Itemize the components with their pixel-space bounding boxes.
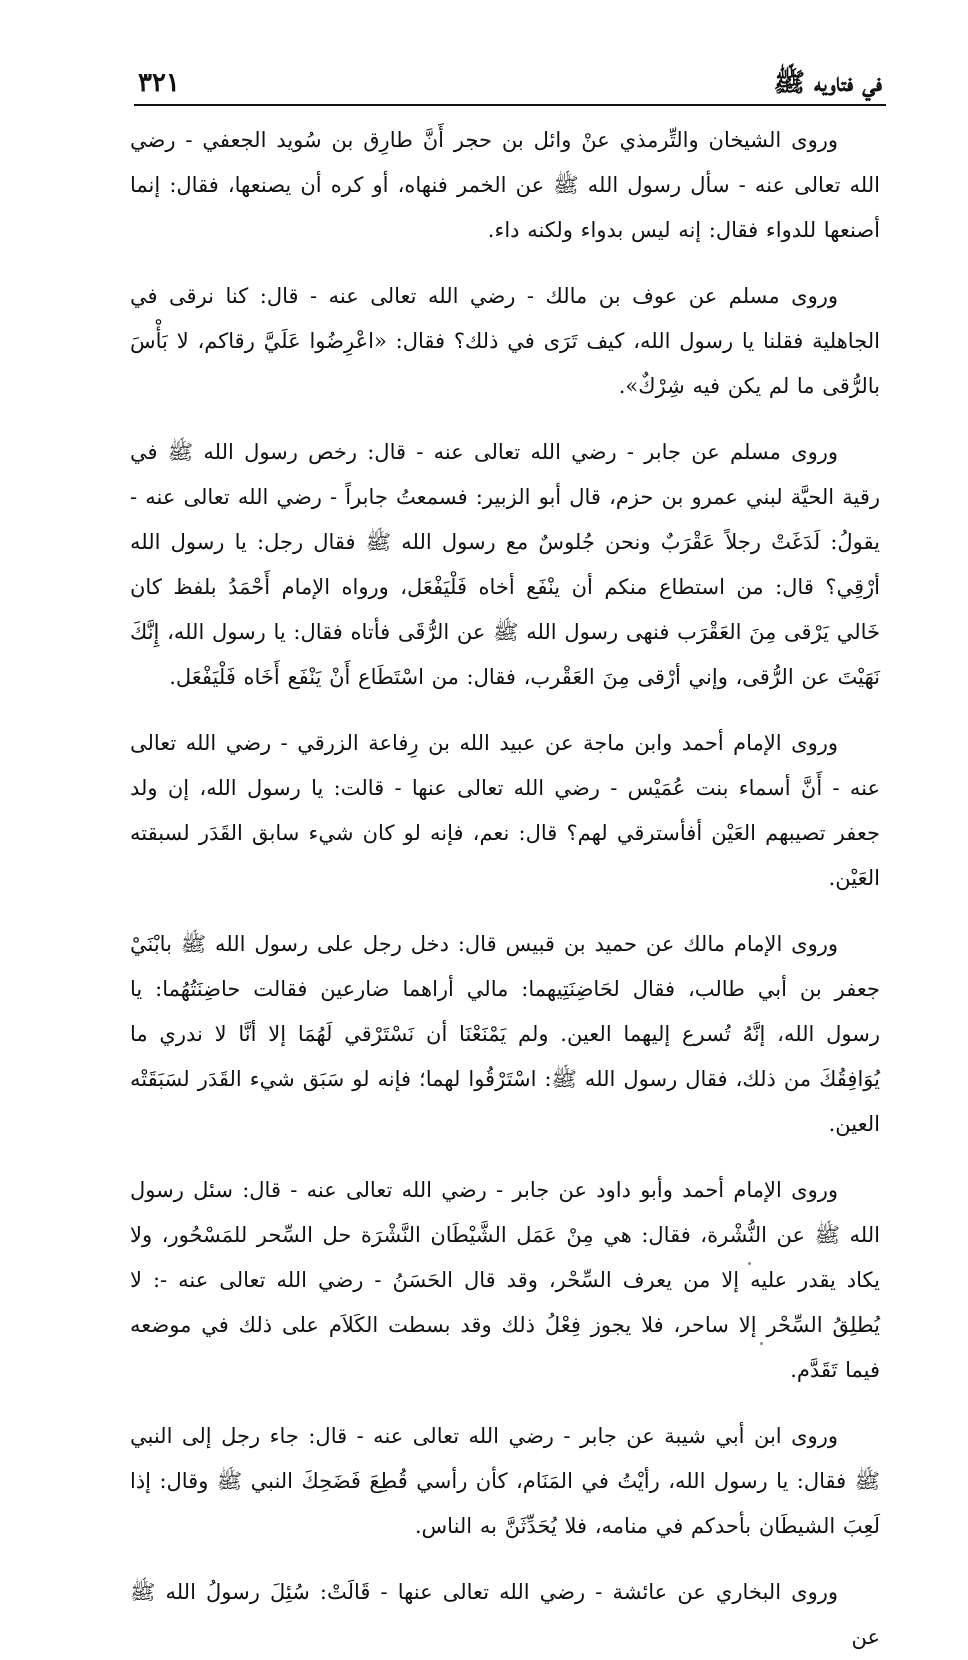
page-number: ٣٢١ [138, 68, 180, 98]
paragraph: وروى الإمام مالك عن حميد بن قبيس قال: دخل رجل على رسول الله ﷺ بابْنَيْ جعفر بن أبي طالب، فقال لحَاضِنَتِيهما: مالي أراهما ضارعين فقالت حاضِنَتُهُما: يا رسول الله، إنَّهُ تُسرع إليهما العين. ولم يَمْنَعْنَا أن نَسْتَرْقي لَهُمَا إلا أنَّا لا ندري ما يُوَافِقُكَ من ذلك، فقال رسول الله ﷺ: اسْتَرْقُوا لهما؛ فإنه لو سَبَق شيء القَدَر لسَبَقَتْه العين. [130, 932, 880, 1136]
paragraph: وروى الشيخان والتِّرمذي عنْ وائل بن حجر أَنَّ طارِق بن سُويد الجعفي - رضي الله تعالى عنه - سأل رسول الله ﷺ عن الخمر فنهاه، أو كره أن يصنعها، فقال: إنما أصنعها للدواء فقال: إنه ليس بدواء ولكنه داء. [130, 128, 880, 242]
paragraph: وروى البخاري عن عائشة - رضي الله تعالى عنها - قَالَتْ: سُئِلَ رسولُ الله ﷺ عن [130, 1580, 880, 1649]
scan-speck [748, 1262, 751, 1265]
paragraph: وروى الإمام أحمد وأبو داود عن جابر - رضي الله تعالى عنه - قال: سئل رسول الله ﷺ عن النُّشْرة، فقال: هي مِنْ عَمَل الشَّيْطَان النَّشْرَة حل السِّحر للمَسْحُور، ولا يكاد يقدر عليه إلا من يعرف السِّحْر، وقد قال الحَسَنُ - رضي الله تعالى عنه -: لا يُطلِقُ السِّحْر إلا ساحر، فلا يجوز فِعْلُ ذلك وقد بسطت الكَلاَم على ذلك في موضعه فيما تَقَدَّم. [130, 1178, 880, 1382]
body-text [130, 118, 880, 1649]
paragraph: وروى مسلم عن عوف بن مالك - رضي الله تعالى عنه - قال: كنا نرقى في الجاهلية فقلنا يا رسول الله، كيف تَرَى في ذلك؟ فقال: «اعْرِضُوا عَلَيَّ رقاكم، لا بَأْسَ بالرُّقى ما لم يكن فيه شِرْكٌ». [130, 284, 880, 398]
page-header [138, 52, 882, 96]
paragraph: وروى ابن أبي شيبة عن جابر - رضي الله تعالى عنه - قال: جاء رجل إلى النبي ﷺ فقال: يا رسول الله، رأيْتُ في المَنَام، كأن رأسي قُطِعَ فَضَحِكَ النبي ﷺ وقال: إذا لَعِبَ الشيطَان بأحدكم في منامه، فلا يُحَدِّثَنَّ به الناس. [130, 1424, 880, 1538]
header-rule [134, 104, 886, 106]
paragraph: وروى مسلم عن جابر - رضي الله تعالى عنه - قال: رخص رسول الله ﷺ في رقية الحيَّة لبني عمرو بن حزم، قال أبو الزبير: فسمعتُ جابراً - رضي الله تعالى عنه - يقولُ: لَدَغَتْ رجلاً عَقْرَبٌ ونحن جُلوسٌ مع رسول الله ﷺ فقال رجل: يا رسول الله أرْقِي؟ قال: من استطاع منكم أن ينْفَع أخاه فَلْيَفْعَل، ورواه الإمام أَحْمَدُ بلفظ كان خَالي يَرْقى مِنَ العَقْرَب فنهى رسول الله ﷺ عن الرُّقَى فأتاه فقال: يا رسول الله، إِنَّكَ نَهَيْتَ عن الرُّقى، وإني أرْقى مِنَ العَقْرب، فقال: من اسْتَطَاع أَنْ يَنْفَع أَخَاه فَلْيَفْعَل. [130, 440, 880, 689]
running-title: في فتاويه ﷺ [773, 68, 882, 98]
scan-speck [760, 1342, 763, 1345]
paragraph: وروى الإمام أحمد وابن ماجة عن عبيد الله بن رِفاعة الزرقي - رضي الله تعالى عنه - أَنَّ أسماء بنت عُمَيْس - رضي الله تعالى عنها - قالت: يا رسول الله، إن ولد جعفر تصيبهم العَيْن أفأسترقي لهم؟ قال: نعم، فإنه لو كان شيء سابق القَدَر لسبقته العَيْن. [130, 731, 880, 890]
